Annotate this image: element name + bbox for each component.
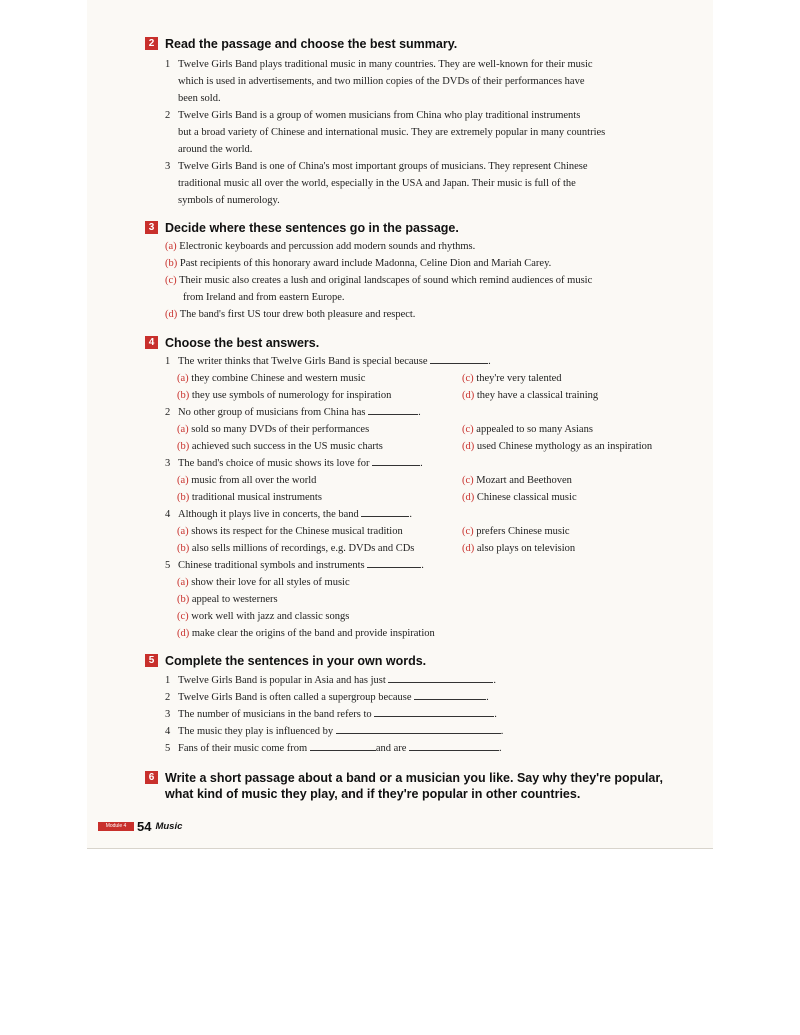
option-text: show their love for all styles of music bbox=[191, 577, 350, 588]
item-number: 3 bbox=[165, 458, 171, 469]
item-text: from Ireland and from eastern Europe. bbox=[183, 292, 345, 303]
section-number-badge: 4 bbox=[145, 336, 158, 349]
punct: . bbox=[486, 692, 489, 703]
item-number: 2 bbox=[165, 110, 171, 121]
item-text: Twelve Girls Band is one of China's most important groups of musicians. They represent Chinese bbox=[178, 161, 588, 172]
item-text: Their music also creates a lush and original landscapes of sound which remind audiences of music bbox=[179, 275, 593, 286]
option-letter: (a) bbox=[177, 475, 189, 486]
heading-text: Decide where these sentences go in the passage. bbox=[165, 221, 459, 235]
item-number: 3 bbox=[165, 161, 171, 172]
punct: . bbox=[494, 709, 497, 720]
item-text: Electronic keyboards and percussion add modern sounds and rhythms. bbox=[179, 241, 476, 252]
sentence-start: Twelve Girls Band is popular in Asia and has just bbox=[178, 675, 386, 686]
section-5 bbox=[145, 653, 700, 754]
answer-blank bbox=[414, 689, 486, 700]
option-letter: (c) bbox=[462, 475, 474, 486]
option-text: they combine Chinese and western music bbox=[191, 373, 366, 384]
sentence-middle: and are bbox=[375, 743, 407, 754]
item-text: symbols of numerology. bbox=[178, 195, 280, 206]
section-5-heading bbox=[145, 653, 700, 669]
page-title: Music bbox=[155, 820, 183, 832]
sentence-start: The music they play is influenced by bbox=[178, 726, 334, 737]
sentence-start: The number of musicians in the band refers to bbox=[178, 709, 372, 720]
section-2 bbox=[145, 36, 700, 206]
option-text: achieved such success in the US music charts bbox=[191, 441, 383, 452]
answer-blank bbox=[374, 706, 494, 717]
option-letter: (d) bbox=[177, 628, 190, 639]
option-text: they have a classical training bbox=[476, 390, 599, 401]
item-letter: (a) bbox=[165, 241, 177, 252]
answer-blank bbox=[409, 740, 499, 751]
option-letter: (b) bbox=[177, 594, 190, 605]
page-footer bbox=[98, 818, 182, 834]
sentence-start: Twelve Girls Band is often called a supergroup because bbox=[178, 692, 412, 703]
sentence-c-cont bbox=[183, 289, 345, 306]
section-6-heading bbox=[145, 770, 705, 802]
option-text: Chinese classical music bbox=[476, 492, 577, 503]
sentence-start: Fans of their music come from bbox=[178, 743, 308, 754]
heading-text bbox=[165, 770, 663, 802]
item-text: The band's first US tour drew both pleasure and respect. bbox=[179, 309, 416, 320]
option-letter: (b) bbox=[177, 390, 190, 401]
item-number: 2 bbox=[165, 692, 171, 703]
item-text: around the world. bbox=[178, 144, 253, 155]
option-letter: (d) bbox=[462, 390, 475, 401]
item-number: 1 bbox=[165, 356, 171, 367]
question-stem: The band's choice of music shows its love for bbox=[178, 458, 370, 469]
option-text: make clear the origins of the band and provide inspiration bbox=[191, 628, 435, 639]
option-text: shows its respect for the Chinese musical tradition bbox=[191, 526, 403, 537]
option-letter: (b) bbox=[177, 441, 190, 452]
option-letter: (a) bbox=[177, 577, 189, 588]
item-number: 1 bbox=[165, 59, 171, 70]
option-text: appealed to so many Asians bbox=[476, 424, 593, 435]
punct: . bbox=[418, 407, 421, 418]
item-text: traditional music all over the world, especially in the USA and Japan. Their music is full of the bbox=[178, 178, 576, 189]
heading-text: Read the passage and choose the best summary. bbox=[165, 37, 458, 51]
option-letter: (b) bbox=[177, 492, 190, 503]
module-tab: Module 4 bbox=[98, 822, 134, 831]
heading-line: Write a short passage about a band or a musician you like. Say why they're popular, bbox=[165, 771, 664, 785]
option-letter: (c) bbox=[462, 526, 474, 537]
punct: . bbox=[499, 743, 502, 754]
section-number-badge: 3 bbox=[145, 221, 158, 234]
answer-blank bbox=[361, 506, 409, 517]
option-letter: (c) bbox=[462, 424, 474, 435]
section-2-heading bbox=[145, 36, 700, 52]
item-letter: (c) bbox=[165, 275, 177, 286]
option-text: sold so many DVDs of their performances bbox=[191, 424, 370, 435]
page-number: 54 bbox=[137, 818, 152, 834]
sentence-b bbox=[165, 255, 551, 272]
punct: . bbox=[493, 675, 497, 686]
option-letter: (d) bbox=[462, 492, 475, 503]
option-letter: (c) bbox=[462, 373, 474, 384]
punct: . bbox=[420, 458, 423, 469]
question-stem: Chinese traditional symbols and instruments bbox=[178, 560, 365, 571]
item-letter: (d) bbox=[165, 309, 178, 320]
question-stem: Although it plays live in concerts, the band bbox=[178, 509, 359, 520]
sentence-d bbox=[165, 306, 415, 323]
sentence-c bbox=[165, 272, 592, 289]
section-4-heading bbox=[145, 335, 700, 351]
answer-blank bbox=[367, 557, 421, 568]
section-number-badge: 6 bbox=[145, 771, 158, 784]
item-text: which is used in advertisements, and two million copies of the DVDs of their performances have bbox=[178, 76, 585, 87]
answer-blank bbox=[430, 353, 488, 364]
option-text: traditional musical instruments bbox=[191, 492, 322, 503]
answer-blank bbox=[372, 455, 420, 466]
item-number: 1 bbox=[165, 675, 171, 686]
answer-blank bbox=[368, 404, 418, 415]
option-text: appeal to westerners bbox=[191, 594, 278, 605]
heading-line: what kind of music they play, and if they're popular in other countries. bbox=[165, 787, 581, 801]
item-number: 5 bbox=[165, 560, 171, 571]
heading-text: Choose the best answers. bbox=[165, 336, 320, 350]
option-letter: (c) bbox=[177, 611, 189, 622]
question-stem: No other group of musicians from China has bbox=[178, 407, 366, 418]
option-text: also plays on television bbox=[476, 543, 576, 554]
punct: . bbox=[421, 560, 424, 571]
heading-text: Complete the sentences in your own words. bbox=[165, 654, 427, 668]
answer-blank bbox=[388, 672, 493, 683]
answer-blank bbox=[336, 723, 501, 734]
section-3 bbox=[145, 220, 700, 320]
section-number-badge: 2 bbox=[145, 37, 158, 50]
punct: . bbox=[409, 509, 413, 520]
question-stem: The writer thinks that Twelve Girls Band is special because bbox=[178, 356, 428, 367]
item-number: 4 bbox=[165, 726, 171, 737]
option-text: work well with jazz and classic songs bbox=[191, 611, 350, 622]
item-number: 4 bbox=[165, 509, 171, 520]
option-letter: (a) bbox=[177, 373, 189, 384]
item-letter: (b) bbox=[165, 258, 178, 269]
item-text: but a broad variety of Chinese and international music. They are extremely popular in many countries bbox=[178, 127, 606, 138]
item-number: 2 bbox=[165, 407, 171, 418]
item-number: 5 bbox=[165, 743, 171, 754]
option-text: music from all over the world bbox=[191, 475, 317, 486]
section-number-badge: 5 bbox=[145, 654, 158, 667]
option-text: prefers Chinese music bbox=[476, 526, 570, 537]
option-text: they use symbols of numerology for inspiration bbox=[191, 390, 392, 401]
section-3-heading bbox=[145, 220, 700, 236]
punct: . bbox=[500, 726, 504, 737]
sentence-a bbox=[165, 238, 475, 255]
item-text: Twelve Girls Band is a group of women musicians from China who play traditional instruments bbox=[178, 110, 581, 121]
item-text: been sold. bbox=[178, 93, 221, 104]
item-text: Twelve Girls Band plays traditional music in many countries. They are well-known for their music bbox=[178, 59, 593, 70]
section-4 bbox=[145, 335, 700, 639]
answer-blank bbox=[310, 740, 376, 751]
option-text: Mozart and Beethoven bbox=[476, 475, 572, 486]
option-letter: (a) bbox=[177, 424, 189, 435]
section-6 bbox=[145, 770, 705, 802]
option-text: also sells millions of recordings, e.g. DVDs and CDs bbox=[191, 543, 415, 554]
punct: . bbox=[488, 356, 491, 367]
option-letter: (b) bbox=[177, 543, 190, 554]
option-text: they're very talented bbox=[476, 373, 562, 384]
item-text: Past recipients of this honorary award include Madonna, Celine Dion and Mariah Carey. bbox=[179, 258, 552, 269]
option-text: used Chinese mythology as an inspiration bbox=[476, 441, 653, 452]
option-letter: (a) bbox=[177, 526, 189, 537]
option-letter: (d) bbox=[462, 543, 475, 554]
item-number: 3 bbox=[165, 709, 171, 720]
option-letter: (d) bbox=[462, 441, 475, 452]
